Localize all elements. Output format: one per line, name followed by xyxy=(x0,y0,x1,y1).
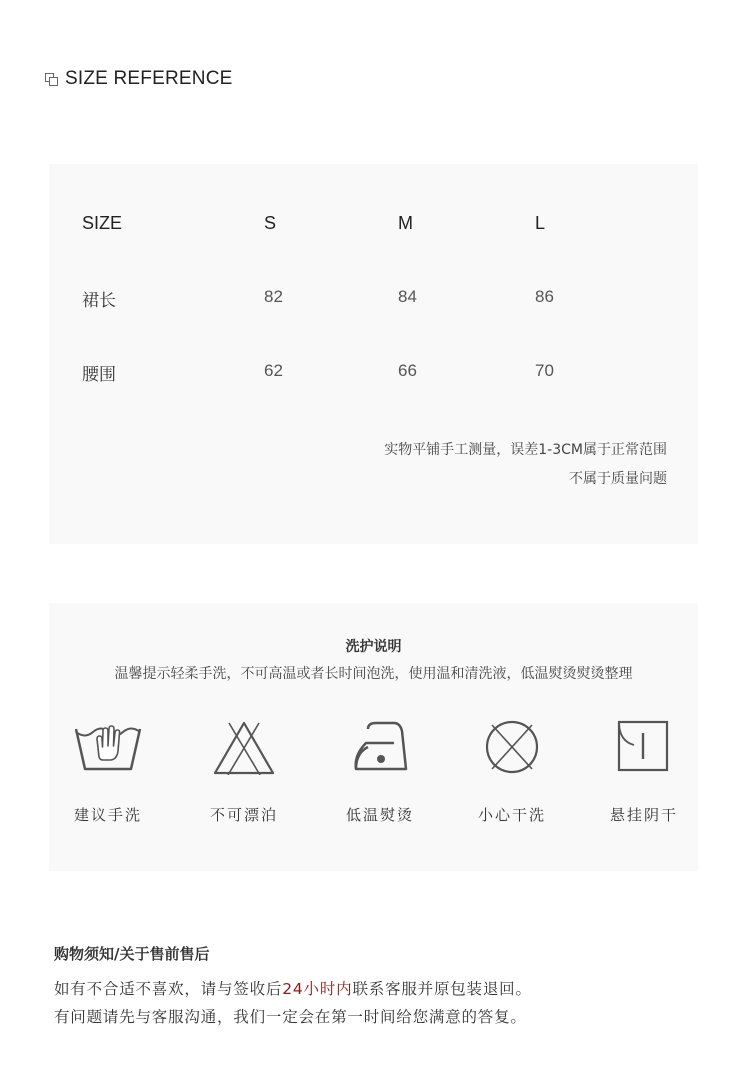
column-header-size: SIZE xyxy=(82,213,123,233)
care-label: 建议手洗 xyxy=(73,806,142,824)
size-table-panel xyxy=(49,164,698,544)
care-item-hang-dry xyxy=(589,719,699,775)
column-header-m: M xyxy=(398,213,413,233)
no-bleach-icon xyxy=(212,719,276,775)
page-title: SIZE REFERENCE xyxy=(65,68,233,89)
notice-text: 如有不合适不喜欢，请与签收后 xyxy=(54,980,283,998)
care-label: 小心干洗 xyxy=(477,806,546,824)
care-item-low-iron xyxy=(325,719,435,775)
notice-title: 购物须知/关于售前售后 xyxy=(54,945,210,963)
table-cell: 62 xyxy=(264,361,283,380)
no-dry-clean-icon xyxy=(482,719,542,775)
row-label-waist: 腰围 xyxy=(82,365,116,385)
hand-wash-icon xyxy=(73,719,143,775)
column-header-l: L xyxy=(535,213,546,233)
care-label: 低温熨烫 xyxy=(345,806,414,824)
table-cell: 86 xyxy=(535,287,554,306)
care-item-no-bleach xyxy=(189,719,299,775)
notice-highlight: 24小时内 xyxy=(282,980,353,998)
table-cell: 66 xyxy=(398,361,417,380)
measurement-note: 实物平铺手工测量，误差1-3CM属于正常范围 xyxy=(384,442,667,458)
table-cell: 70 xyxy=(535,361,554,380)
care-label: 不可漂泊 xyxy=(209,806,278,824)
care-panel xyxy=(49,603,698,871)
care-tip: 温馨提示轻柔手洗，不可高温或者长时间泡洗，使用温和清洗液，低温熨烫熨烫整理 xyxy=(114,666,633,682)
table-cell: 82 xyxy=(264,287,283,306)
quality-note: 不属于质量问题 xyxy=(569,471,667,487)
hang-dry-icon xyxy=(616,719,672,775)
column-header-s: S xyxy=(264,213,277,233)
row-label-length: 裙长 xyxy=(82,291,116,311)
overlapping-squares-icon xyxy=(45,73,58,86)
care-item-no-dry-clean xyxy=(457,719,567,775)
notice-text: 联系客服并原包装退回。 xyxy=(352,980,532,998)
notice-line-1 xyxy=(54,977,532,999)
section-header xyxy=(45,68,233,90)
care-item-hand-wash xyxy=(53,719,163,775)
low-iron-icon xyxy=(350,719,410,775)
care-label: 悬挂阴干 xyxy=(609,806,678,824)
notice-line-2: 有问题请先与客服沟通，我们一定会在第一时间给您满意的答复。 xyxy=(54,1008,527,1026)
care-title: 洗护说明 xyxy=(345,639,402,655)
table-cell: 84 xyxy=(398,287,417,306)
